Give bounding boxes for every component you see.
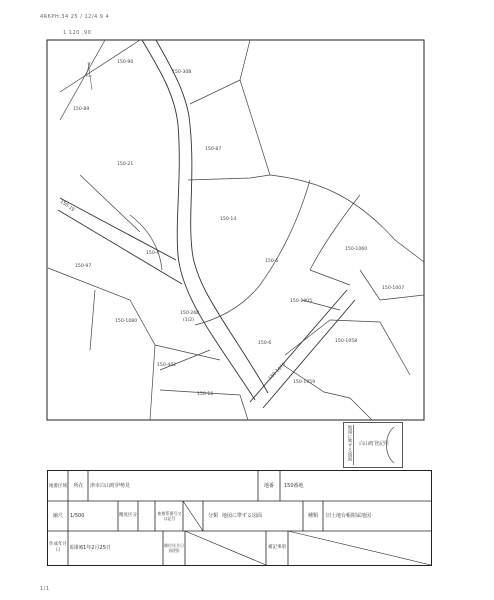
location-head: 地番区域 bbox=[49, 484, 67, 489]
parcel-label: 150-97 bbox=[75, 264, 92, 269]
parcel-label: 150-1060 bbox=[345, 247, 368, 252]
parcel-label: 150-89 bbox=[73, 107, 90, 112]
parcel-label: 150-16 bbox=[197, 392, 214, 397]
parcel-label: 150-4 bbox=[146, 251, 160, 256]
parcel-label: 150-6 bbox=[258, 341, 272, 346]
type-label: 種類 bbox=[307, 513, 318, 519]
parcel-label: 150-1058 bbox=[335, 339, 358, 344]
created-label: 作成年月日 bbox=[49, 542, 67, 553]
coord-label: 座標系番号又は記号 bbox=[157, 511, 182, 521]
category-value: 地図に準ずる図面 bbox=[222, 513, 263, 519]
parcel-label: 150-14 bbox=[220, 217, 237, 222]
location-value: 津市白山町伊勢見 bbox=[90, 483, 131, 489]
parcel-label: 150-87 bbox=[205, 147, 222, 152]
parcel-label: 150-26B bbox=[180, 311, 200, 316]
created-value: 昭和61年2月25日 bbox=[70, 545, 111, 551]
print-stamp: 4R6PH:34 25 / 12/4 9 4 bbox=[40, 14, 110, 20]
stamp-mark bbox=[380, 425, 400, 465]
map-no-value: 150番地 bbox=[284, 483, 304, 489]
scale-note: 1 120 ,90 bbox=[63, 30, 92, 36]
parcel-label: 150-21 bbox=[117, 162, 134, 167]
category-label: 分類 bbox=[207, 513, 218, 519]
type-value: 旧土地台帳附属地図 bbox=[326, 513, 372, 519]
page-number: 1/1 bbox=[40, 586, 50, 592]
scale-label: 縮尺 bbox=[52, 513, 63, 519]
parcel-label: 150-1080 bbox=[115, 319, 138, 324]
parcel-label: 150-1059 bbox=[293, 380, 316, 385]
parcel-label: 150-402 bbox=[157, 363, 177, 368]
parcel-label: 150-1070 bbox=[267, 362, 288, 382]
accuracy-label: 精度区分 bbox=[119, 513, 137, 518]
registry-stamp bbox=[343, 422, 403, 468]
title-form bbox=[47, 470, 432, 566]
parcel-label: (1/2) bbox=[183, 318, 194, 323]
location-label: 所在 bbox=[73, 483, 84, 489]
parcel-label: 150-19 bbox=[58, 199, 76, 213]
parcel-label: 150-1005 bbox=[290, 299, 313, 304]
stamp-side-text: 地図に準ずる図面 bbox=[346, 425, 354, 465]
scale-value: 1/500 bbox=[70, 513, 85, 519]
parcel-label: 150-1007 bbox=[382, 286, 405, 291]
parcel-label: 150-90 bbox=[117, 60, 134, 65]
parcel-label: 150-30B bbox=[172, 70, 192, 75]
parcel-label: 150-5 bbox=[265, 259, 279, 264]
stamp-text: 白山町登記所 bbox=[359, 441, 390, 447]
map-no-label: 地番 bbox=[263, 483, 274, 489]
notes-label: 補記事項 bbox=[268, 545, 286, 550]
reg-label: 備付年月日(原図) bbox=[164, 543, 184, 553]
